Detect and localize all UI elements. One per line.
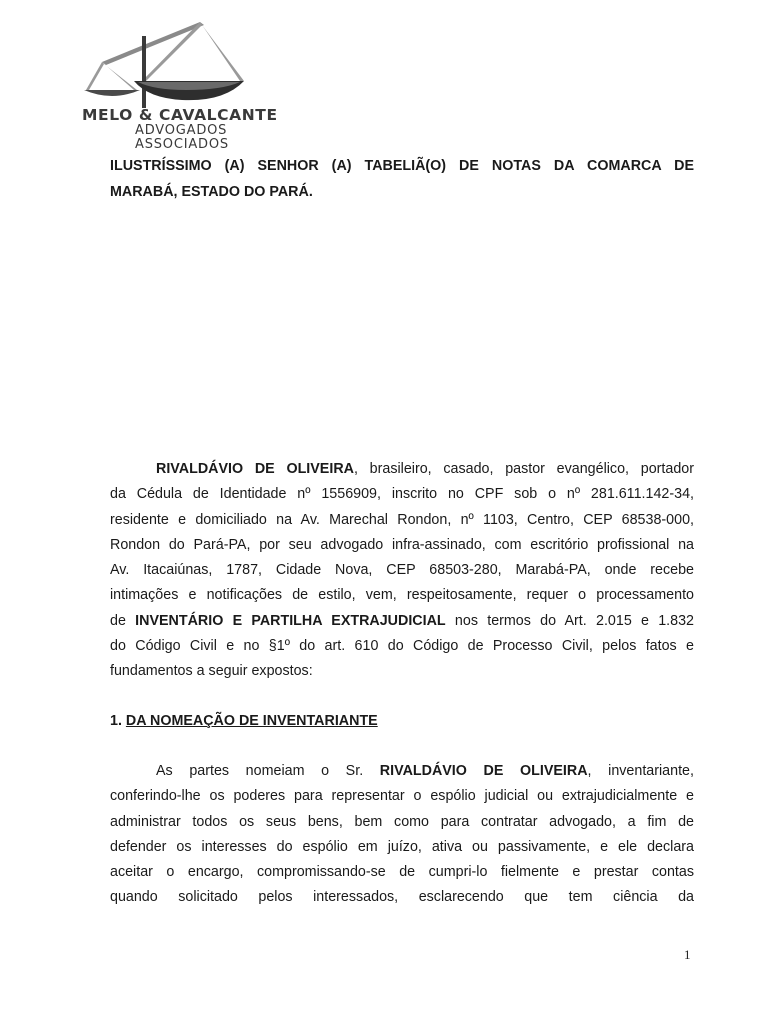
nomination-line-3: administrar todos os seus bens, bem como para contratar advogado, a fim de (110, 813, 694, 830)
nomination-line-5: aceitar o encargo, compromissando-se de cumpri-lo fielmente e prestar contas (110, 864, 694, 881)
section-1-heading: DA NOMEAÇÃO DE INVENTARIANTE (125, 713, 378, 729)
intro-line-8: do Código Civil e no §1º do art. 610 do Código de Processo Civil, pelos fatos e (110, 638, 694, 655)
intro-line-7 (110, 609, 694, 634)
page-number: 1 (684, 947, 691, 962)
nomination-paragraph (110, 759, 694, 911)
intro-line-9: fundamentos a seguir expostos: (110, 663, 313, 680)
intro-line-1 (110, 457, 694, 482)
nomination-line-2: conferindo-lhe os poderes para representar o espólio judicial ou extrajudicialmente e (110, 788, 694, 805)
intro-line-1-text: , brasileiro, casado, pastor evangélico, portador (353, 461, 694, 477)
intro-line-7-pre: de (110, 612, 136, 629)
petitioner-name: RIVALDÁVIO DE OLIVEIRA (156, 461, 354, 477)
nomination-line-1-post: , inventariante, (587, 763, 694, 779)
intro-line-3: residente e domiciliado na Av. Marechal Rondon, nº 1103, Centro, CEP 68538-000, (110, 511, 694, 528)
procedure-name: INVENTÁRIO E PARTILHA EXTRAJUDICIAL (135, 612, 446, 629)
document-addressee (110, 153, 694, 205)
intro-line-7-post: nos termos do Art. 2.015 e 1.832 (445, 612, 695, 629)
firm-logo (82, 18, 297, 158)
nomination-line-4: defender os interesses do espólio em juízo, ativa ou passivamente, e ele declara (110, 838, 694, 855)
section-1-title (110, 709, 694, 733)
intro-paragraph (110, 457, 694, 685)
scales-of-justice-icon (82, 18, 297, 108)
nomination-line-6: quando solicitado pelos interessados, esclarecendo que tem ciência da (110, 889, 694, 906)
nomination-line-1 (110, 759, 694, 784)
addressee-line-2: MARABÁ, ESTADO DO PARÁ. (110, 184, 313, 200)
firm-subtitle-2: ASSOCIADOS (135, 137, 229, 152)
intro-line-4: Rondon do Pará-PA, por seu advogado infra-assinado, com escritório profissional na (110, 536, 694, 553)
nomination-line-1-pre: As partes nomeiam o Sr. (156, 763, 380, 779)
addressee-line-1: ILUSTRÍSSIMO (A) SENHOR (A) TABELIÃ(O) DE NOTAS DA COMARCA DE (110, 158, 694, 174)
inventory-administrator-name: RIVALDÁVIO DE OLIVEIRA (379, 763, 588, 779)
intro-line-5: Av. Itacaiúnas, 1787, Cidade Nova, CEP 68503-280, Marabá-PA, onde recebe (110, 562, 694, 579)
firm-name: MELO & CAVALCANTE (82, 106, 278, 124)
intro-line-6: intimações e notificações de estilo, vem, respeitosamente, requer o processamento (110, 587, 694, 604)
section-1-number: 1. (110, 713, 122, 729)
intro-line-2: da Cédula de Identidade nº 1556909, inscrito no CPF sob o nº 281.611.142-34, (110, 486, 694, 503)
firm-subtitle-1: ADVOGADOS (135, 123, 228, 138)
